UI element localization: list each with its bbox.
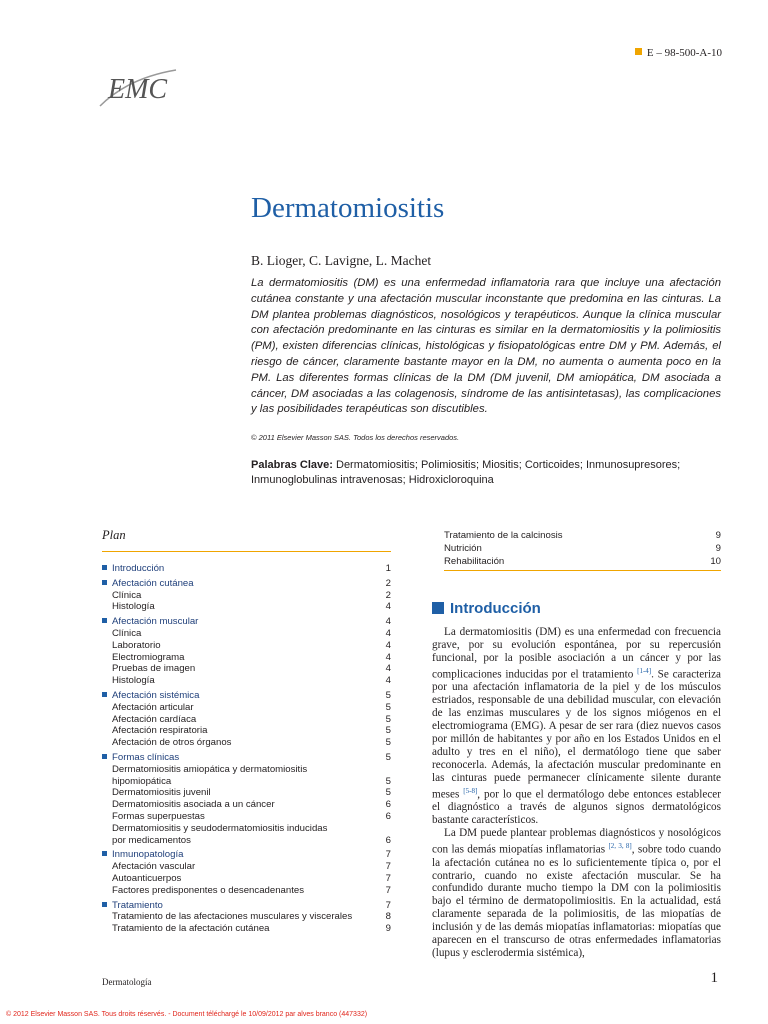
plan-item-page: 2 xyxy=(385,577,391,589)
plan-subitem[interactable] xyxy=(102,823,391,835)
plan-item-label: Dermatomiositis amiopática y dermatomiositis xyxy=(112,763,308,775)
intro-heading xyxy=(432,600,541,617)
plan-item-page: 10 xyxy=(710,556,721,567)
plan-subitem[interactable] xyxy=(102,776,391,788)
plan-item-label: Afectación articular xyxy=(112,701,194,713)
plan-item-label: Dermatomiositis juvenil xyxy=(112,787,211,799)
plan-item-page: 7 xyxy=(385,884,391,896)
abstract: La dermatomiositis (DM) es una enfermedad inflamatoria rara que incluye una afectación cutánea constante y una afectación muscular inconstante que predomina en las cinturas. La DM plantea problemas diagnósticos, nosológicos y terapéuticos. Aunque la clínica muscular con afectación predominante en las cinturas es similar en la dermatomiositis y la polimiositis (PM), existen diferencias clínicas, histológicas y fisiopatológicas entre DM y PM. Además, el riesgo de cáncer, claramente bastante mayor en la DM, no aumenta o aumenta poco en la PM. Las diferentes formas clínicas de la DM (DM juvenil, DM amiopática, DM asociada a cáncer, DM asociadas a las colagenosis, síndrome de las antisintetasas), las complicaciones y las posibilidades terapéuticas son discutibles. xyxy=(251,277,721,416)
plan-item-label: Autoanticuerpos xyxy=(112,872,182,884)
doc-ref-text: E – 98-500-A-10 xyxy=(646,47,722,59)
plan-divider xyxy=(102,551,391,552)
plan-subitem[interactable] xyxy=(444,529,721,542)
plan-subitem[interactable] xyxy=(102,835,391,847)
plan-subitem[interactable] xyxy=(102,787,391,799)
plan-list-continued xyxy=(444,529,721,568)
plan-section-item[interactable] xyxy=(102,690,391,702)
plan-subitem[interactable] xyxy=(102,652,391,664)
article-title: Dermatomiositis xyxy=(251,192,445,224)
plan-subitem[interactable] xyxy=(102,702,391,714)
text-run: , por lo que el dermatólogo debe entonces establecer el diagnóstico a través de algunos signos dermatológicos bastante característicos. xyxy=(432,788,721,827)
keywords xyxy=(251,458,726,488)
text-run: , sobre todo cuando la afectación cutánea no es lo suficientemente típica o, por el contrario, cuando no existe afectación muscular. Se ha confundido durante mucho tiempo la DM con la polimiositis bajo el término de dermatopolimiositis. En la actualidad, está claramente separada de la polimiositis, de las miopatías de inclusión y de las demás miopatías inflamatorias: miopatías que aparecen en el transcurso de otras enfermedades inflamatorias (lupus y esclerodermia sistémica), xyxy=(432,843,722,959)
keywords-label: Palabras Clave: xyxy=(251,459,333,471)
keywords-text: Dermatomiositis; Polimiositis; Miositis; Corticoides; Inmunosupresores; Inmunoglobulinas intravenosas; Hidroxicloroquina xyxy=(251,459,681,486)
intro-body xyxy=(432,626,721,960)
intro-paragraph-2 xyxy=(432,827,721,960)
download-watermark: © 2012 Elsevier Masson SAS. Tous droits réservés. - Document téléchargé le 10/09/2012 par alves branco (447332) xyxy=(6,1011,368,1018)
plan-subitem[interactable] xyxy=(102,923,391,935)
plan-subitem[interactable] xyxy=(102,885,391,897)
plan-item-page: 5 xyxy=(385,689,391,701)
plan-subitem[interactable] xyxy=(102,799,391,811)
reference-link[interactable]: [2, 3, 8] xyxy=(608,841,632,850)
plan-item-label: Tratamiento de las afectaciones musculares y viscerales xyxy=(112,911,353,923)
plan-item-page: 4 xyxy=(385,675,391,687)
plan-item-label: Afectación vascular xyxy=(112,861,196,873)
plan-divider-right xyxy=(444,570,721,571)
plan-item-page: 5 xyxy=(385,751,391,763)
plan-item-label: Laboratorio xyxy=(112,639,161,651)
plan-subitem[interactable] xyxy=(102,628,391,640)
plan-item-page: 4 xyxy=(385,639,391,651)
plan-item-label: Tratamiento xyxy=(102,900,163,912)
text-run: La DM puede plantear problemas diagnósticos y nosológicos con las demás miopatías inflamatorias xyxy=(432,827,721,856)
plan-item-label: Dermatomiositis asociada a un cáncer xyxy=(112,799,275,811)
plan-item-label: Clínica xyxy=(112,589,142,601)
orange-square-icon xyxy=(635,48,642,55)
plan-subitem[interactable] xyxy=(102,714,391,726)
plan-item-page: 5 xyxy=(385,737,391,749)
plan-item-page: 4 xyxy=(385,616,391,628)
plan-item-page: 4 xyxy=(385,651,391,663)
plan-item-page: 5 xyxy=(385,713,391,725)
reference-link[interactable]: [1-4] xyxy=(637,666,652,675)
plan-subitem[interactable] xyxy=(102,861,391,873)
plan-item-page: 7 xyxy=(385,849,391,861)
plan-item-page: 7 xyxy=(385,861,391,873)
document-reference xyxy=(635,47,722,59)
text-run: . Se caracteriza por una afectación inflamatoria de la piel y de los músculos estriados, responsable de una debilidad muscular, con elevación de las enzimas musculares y de los signos miógenos en el electromiograma (EMG). A pesar de ser rara (diez nuevos casos por millón de habitantes y por año en los Estados Unidos en el adulto y tres en el niño), el dermatólogo tiene que saber reconocerla. Además, la afectación muscular predominante en las cinturas puede permanecer clínicamente silente durante meses xyxy=(432,668,721,801)
plan-section-item[interactable] xyxy=(102,578,391,590)
plan-item-page: 6 xyxy=(385,810,391,822)
plan-item-label: Tratamiento de la calcinosis xyxy=(444,530,563,541)
intro-paragraph-1 xyxy=(432,626,721,827)
plan-item-label: Tratamiento de la afectación cutánea xyxy=(112,923,270,935)
plan-item-page: 9 xyxy=(715,530,721,541)
plan-item-label: Afectación respiratoria xyxy=(112,725,208,737)
plan-item-label: Afectación de otros órganos xyxy=(112,737,232,749)
plan-item-page: 6 xyxy=(385,834,391,846)
plan-section-item[interactable] xyxy=(102,849,391,861)
plan-item-label: hipomiopática xyxy=(112,775,172,787)
plan-item-label: Afectación muscular xyxy=(102,616,198,628)
plan-item-label: Introducción xyxy=(102,563,164,575)
plan-item-page: 4 xyxy=(385,627,391,639)
plan-item-page: 2 xyxy=(385,589,391,601)
intro-heading-text: Introducción xyxy=(450,600,541,617)
plan-subitem[interactable] xyxy=(102,663,391,675)
plan-item-label: Factores predisponentes o desencadenantes xyxy=(112,884,305,896)
plan-subitem[interactable] xyxy=(102,725,391,737)
plan-item-label: Inmunopatología xyxy=(102,849,183,861)
plan-item-page: 7 xyxy=(385,872,391,884)
plan-section-item[interactable] xyxy=(102,616,391,628)
plan-section-item[interactable] xyxy=(102,752,391,764)
plan-item-label: Dermatomiositis y seudodermatomiositis inducidas xyxy=(112,822,328,834)
plan-item-label: Afectación cardíaca xyxy=(112,713,197,725)
plan-item-label: Electromiograma xyxy=(112,651,185,663)
plan-item-label: Formas superpuestas xyxy=(112,810,205,822)
plan-section-item[interactable] xyxy=(102,900,391,912)
authors: B. Lioger, C. Lavigne, L. Machet xyxy=(251,253,432,268)
reference-link[interactable]: [5-8] xyxy=(463,786,478,795)
plan-item-page: 4 xyxy=(385,601,391,613)
blue-square-icon xyxy=(432,602,444,614)
copyright: © 2011 Elsevier Masson SAS. Todos los derechos reservados. xyxy=(251,433,460,442)
footer-section: Dermatología xyxy=(102,977,152,987)
plan-section-item[interactable] xyxy=(102,563,391,575)
plan-item-label: Rehabilitación xyxy=(444,556,505,567)
plan-item-page: 5 xyxy=(385,725,391,737)
plan-subitem[interactable] xyxy=(102,601,391,613)
plan-item-page: 5 xyxy=(385,787,391,799)
plan-item-label: Pruebas de imagen xyxy=(112,663,196,675)
emc-logo xyxy=(98,58,178,118)
plan-item-page: 1 xyxy=(385,563,391,574)
plan-item-label: Formas clínicas xyxy=(102,752,179,764)
plan-item-page: 5 xyxy=(385,775,391,787)
plan-item-label: Histología xyxy=(112,675,155,687)
page-number: 1 xyxy=(710,970,718,986)
plan-item-label: Clínica xyxy=(112,627,142,639)
plan-subitem[interactable] xyxy=(102,640,391,652)
plan-subitem[interactable] xyxy=(102,911,391,923)
plan-item-label: por medicamentos xyxy=(112,834,191,846)
plan-subitem[interactable] xyxy=(444,555,721,568)
plan-item-label: Afectación cutánea xyxy=(102,578,194,590)
plan-item-page: 4 xyxy=(385,663,391,675)
plan-subitem[interactable] xyxy=(102,590,391,602)
plan-subitem[interactable] xyxy=(102,737,391,749)
plan-item-page: 6 xyxy=(385,799,391,811)
plan-item-page: 7 xyxy=(385,899,391,911)
text-run: La dermatomiositis (DM) es una enfermedad con frecuencia grave, por su evolución espontánea, por su repercusión funcional, por la posible asociación a un cáncer y por las complicaciones inducidas por el tratamiento xyxy=(432,626,721,681)
plan-item-page: 9 xyxy=(715,543,721,554)
plan-item-label: Afectación sistémica xyxy=(102,690,199,702)
plan-subitem[interactable] xyxy=(102,675,391,687)
plan-subitem[interactable] xyxy=(102,873,391,885)
plan-list xyxy=(102,560,391,935)
plan-title: Plan xyxy=(102,528,126,542)
plan-subitem[interactable] xyxy=(102,764,391,776)
plan-item-label: Histología xyxy=(112,601,155,613)
plan-item-label: Nutrición xyxy=(444,543,482,554)
svg-text:EMC: EMC xyxy=(108,74,168,105)
plan-subitem[interactable] xyxy=(102,811,391,823)
plan-item-page: 9 xyxy=(385,923,391,935)
plan-item-page: 8 xyxy=(385,911,391,923)
plan-item-page: 5 xyxy=(385,701,391,713)
plan-subitem[interactable] xyxy=(444,542,721,555)
